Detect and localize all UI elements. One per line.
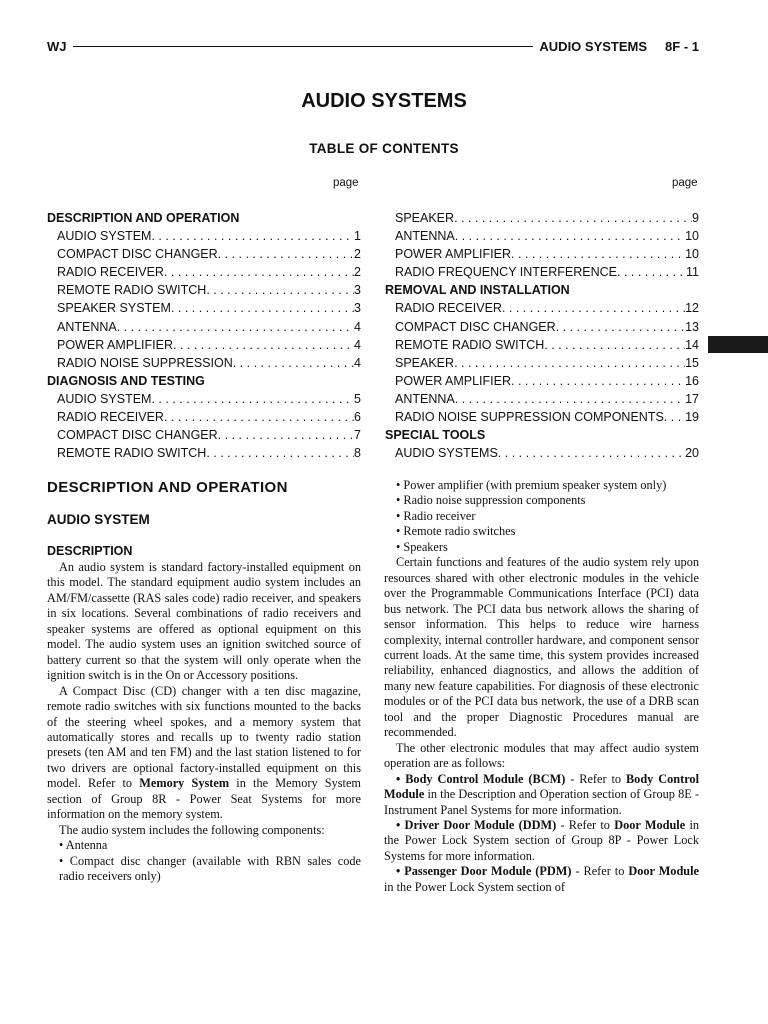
subsection-heading: AUDIO SYSTEM bbox=[47, 512, 150, 527]
list-item: • Remote radio switches bbox=[396, 524, 516, 539]
toc-leader-dots bbox=[171, 299, 354, 317]
toc-left-column bbox=[47, 209, 361, 462]
toc-page-label-left: page bbox=[333, 177, 359, 189]
right-body-column bbox=[384, 478, 699, 895]
toc-entry bbox=[385, 299, 699, 317]
toc-entry bbox=[47, 336, 361, 354]
toc-leader-dots bbox=[511, 245, 685, 263]
toc-entry bbox=[385, 390, 699, 408]
toc-entry-page: 4 bbox=[354, 319, 361, 334]
toc-entry bbox=[47, 245, 361, 263]
toc-entry-label: SPEAKER bbox=[395, 211, 455, 225]
toc-leader-dots bbox=[164, 408, 354, 426]
toc-entry bbox=[47, 227, 361, 245]
list-item: • Power amplifier (with premium speaker system only) bbox=[396, 478, 667, 492]
toc-entry bbox=[385, 209, 699, 227]
section-thumb-tab bbox=[708, 336, 768, 353]
toc-entry-page: 6 bbox=[354, 410, 361, 425]
list-item: • Compact disc changer (available with RBN sales code radio receivers only) bbox=[59, 853, 361, 884]
toc-entry bbox=[47, 354, 361, 372]
toc-entry-label: ANTENNA bbox=[395, 229, 455, 244]
toc-entry-label: RADIO FREQUENCY INTERFERENCE bbox=[395, 265, 618, 280]
toc-leader-dots bbox=[151, 390, 354, 408]
toc-entry-page: 1 bbox=[354, 229, 361, 244]
toc-entry bbox=[47, 299, 361, 317]
toc-leader-dots bbox=[556, 318, 685, 336]
header-rule bbox=[73, 46, 534, 47]
toc-entry-page: 19 bbox=[685, 410, 699, 425]
toc-entry-label: ANTENNA bbox=[395, 391, 455, 406]
toc-section-heading: SPECIAL TOOLS bbox=[385, 428, 486, 443]
toc-entry-page: 3 bbox=[354, 283, 361, 298]
section-heading: DESCRIPTION AND OPERATION bbox=[47, 479, 288, 496]
toc-entry-page: 4 bbox=[354, 337, 361, 352]
toc-entry bbox=[385, 336, 699, 354]
toc-entry-page: 10 bbox=[685, 247, 699, 262]
toc-leader-dots bbox=[544, 336, 685, 354]
toc-entry-label: RADIO RECEIVER bbox=[57, 265, 164, 280]
toc-leader-dots bbox=[164, 263, 354, 281]
toc-entry bbox=[47, 444, 361, 462]
page-title: AUDIO SYSTEMS bbox=[301, 90, 467, 112]
toc-entry-label: REMOTE RADIO SWITCH bbox=[57, 283, 207, 298]
toc-leader-dots bbox=[454, 354, 685, 372]
toc-entry-label: SPEAKER SYSTEM bbox=[57, 301, 171, 316]
toc-entry bbox=[385, 444, 699, 462]
toc-entry-label: AUDIO SYSTEM bbox=[57, 229, 152, 244]
toc-section-heading: DIAGNOSIS AND TESTING bbox=[47, 373, 205, 388]
toc-entry-page: 16 bbox=[685, 373, 699, 388]
toc-entry-label: REMOTE RADIO SWITCH bbox=[57, 446, 207, 461]
left-body-column bbox=[47, 560, 361, 885]
toc-entry-page: 2 bbox=[354, 265, 361, 280]
toc-entry-label: RADIO NOISE SUPPRESSION COMPONENTS bbox=[395, 410, 664, 425]
toc-entry-page: 9 bbox=[692, 211, 699, 225]
toc-entry-page: 14 bbox=[685, 337, 699, 352]
toc-leader-dots bbox=[617, 263, 686, 281]
toc-leader-dots bbox=[151, 227, 354, 245]
list-item: • Speakers bbox=[396, 539, 448, 554]
toc-leader-dots bbox=[173, 336, 354, 354]
toc-leader-dots bbox=[206, 444, 354, 462]
toc-leader-dots bbox=[502, 299, 685, 317]
toc-entry-label: POWER AMPLIFIER bbox=[57, 337, 173, 352]
toc-entry bbox=[47, 318, 361, 336]
toc-entry-page: 3 bbox=[354, 301, 361, 316]
toc-entry-page: 15 bbox=[685, 355, 699, 370]
paragraph: The audio system includes the following components: bbox=[59, 822, 325, 837]
toc-entry-label: COMPACT DISC CHANGER bbox=[395, 319, 556, 334]
toc-entry-label: COMPACT DISC CHANGER bbox=[57, 428, 218, 443]
toc-entry bbox=[47, 281, 361, 299]
toc-entry bbox=[47, 390, 361, 408]
toc-entry bbox=[385, 354, 699, 372]
module-item-bcm: • Body Control Module (BCM) - Refer to Body Control Module in the Description and Operation section of Group 8E - Instrument Panel Systems for more information. bbox=[384, 771, 699, 817]
toc-title: TABLE OF CONTENTS bbox=[309, 141, 459, 156]
toc-entry-label: SPEAKER bbox=[395, 355, 455, 370]
toc-entry-label: REMOTE RADIO SWITCH bbox=[395, 337, 545, 352]
toc-entry-label: RADIO NOISE SUPPRESSION bbox=[57, 355, 233, 370]
toc-entry-label: POWER AMPLIFIER bbox=[395, 373, 511, 388]
toc-leader-dots bbox=[218, 245, 354, 263]
header-section: AUDIO SYSTEMS bbox=[539, 38, 648, 54]
header-page-number: 8F - 1 bbox=[665, 38, 699, 54]
paragraph: Certain functions and features of the audio system rely upon resources shared with other electronic modules in the vehicle over the Programmable Communications Interface (PCI) data bus network. The PCI data bus network allows the sharing of sensor information. This helps to reduce wire harness complexity, internal controller hardware, and component sensor current loads. At the same time, this system provides increased reliability, enhanced diagnostics, and allows the addition of many new feature capabilities. For diagnosis of these electronic modules or of the PCI data bus network, the use of a DRB scan tool and the proper Diagnostic Procedures manual are recommended. bbox=[384, 555, 699, 740]
toc-leader-dots bbox=[498, 444, 685, 462]
toc-entry-page: 8 bbox=[354, 446, 361, 461]
toc-section-heading: DESCRIPTION AND OPERATION bbox=[47, 211, 240, 225]
description-heading: DESCRIPTION bbox=[47, 544, 133, 558]
toc-entry bbox=[385, 263, 699, 281]
toc-leader-dots bbox=[511, 372, 685, 390]
toc-leader-dots bbox=[206, 281, 354, 299]
toc-entry bbox=[47, 426, 361, 444]
toc-entry-page: 11 bbox=[686, 265, 699, 280]
toc-entry-page: 17 bbox=[685, 391, 699, 406]
toc-entry-page: 10 bbox=[685, 229, 699, 244]
toc-page-label-right: page bbox=[672, 177, 698, 189]
toc-leader-dots bbox=[117, 318, 354, 336]
toc-right-column bbox=[385, 209, 699, 462]
toc-entry-label: RADIO RECEIVER bbox=[57, 410, 164, 425]
list-item: • Antenna bbox=[59, 838, 108, 853]
toc-entry bbox=[47, 263, 361, 281]
toc-entry bbox=[385, 318, 699, 336]
toc-entry bbox=[385, 408, 699, 426]
toc-entry-label: AUDIO SYSTEM bbox=[57, 391, 152, 406]
toc-entry-page: 13 bbox=[685, 319, 699, 334]
toc-entry-page: 5 bbox=[354, 391, 361, 406]
toc-entry-label: ANTENNA bbox=[57, 319, 117, 334]
paragraph: A Compact Disc (CD) changer with a ten disc magazine, remote radio switches with six functions mounted to the backs of the steering wheel spokes, and a memory system that automatically stores and recalls up to twenty radio station presets (ten AM and ten FM) and the last station listened to for two drivers are optional factory-installed equipment on this model. Refer to Memory System in the Memory System section of Group 8R - Power Seat Systems for more information on the memory system. bbox=[47, 683, 362, 822]
running-header bbox=[47, 37, 699, 55]
toc-leader-dots bbox=[218, 426, 354, 444]
module-item-ddm: • Driver Door Module (DDM) - Refer to Door Module in the Power Lock System section of Group 8P - Power Lock Systems for more information. bbox=[384, 817, 700, 863]
header-model: WJ bbox=[47, 38, 67, 54]
paragraph: An audio system is standard factory-installed equipment on this model. The standard equipment audio system includes an AM/FM/cassette (RAS sales code) radio receiver, and speakers in six locations. Several combinations of radio receivers and speaker systems are offered as optional equipment on this model. The audio system uses an ignition switched source of battery current so that the system will only operate when the ignition switch is in the On or Accessory positions. bbox=[47, 560, 361, 683]
list-item: • Radio noise suppression components bbox=[396, 493, 586, 508]
paragraph: The other electronic modules that may affect audio system operation are as follows: bbox=[384, 740, 699, 771]
toc-entry-page: 12 bbox=[685, 301, 699, 316]
toc-entry-page: 20 bbox=[685, 446, 699, 461]
toc-leader-dots bbox=[455, 227, 685, 245]
toc-entry-label: AUDIO SYSTEMS bbox=[395, 446, 498, 461]
toc-entry-label: COMPACT DISC CHANGER bbox=[57, 247, 218, 262]
toc-leader-dots bbox=[455, 390, 685, 408]
toc-entry-page: 2 bbox=[354, 247, 361, 262]
toc-leader-dots bbox=[664, 408, 685, 426]
toc-entry bbox=[385, 227, 699, 245]
module-item-pdm: • Passenger Door Module (PDM) - Refer to Door Module in the Power Lock System section of bbox=[384, 864, 700, 894]
toc-entry-label: RADIO RECEIVER bbox=[395, 301, 502, 316]
toc-entry bbox=[385, 245, 699, 263]
toc-entry-page: 4 bbox=[354, 355, 361, 370]
toc-entry-label: POWER AMPLIFIER bbox=[395, 247, 511, 262]
toc-entry-page: 7 bbox=[354, 428, 361, 443]
toc-entry bbox=[47, 408, 361, 426]
list-item: • Radio receiver bbox=[396, 508, 476, 523]
toc-entry bbox=[385, 372, 699, 390]
toc-section-heading: REMOVAL AND INSTALLATION bbox=[385, 283, 570, 298]
toc-leader-dots bbox=[233, 354, 354, 372]
toc-leader-dots bbox=[454, 209, 692, 227]
